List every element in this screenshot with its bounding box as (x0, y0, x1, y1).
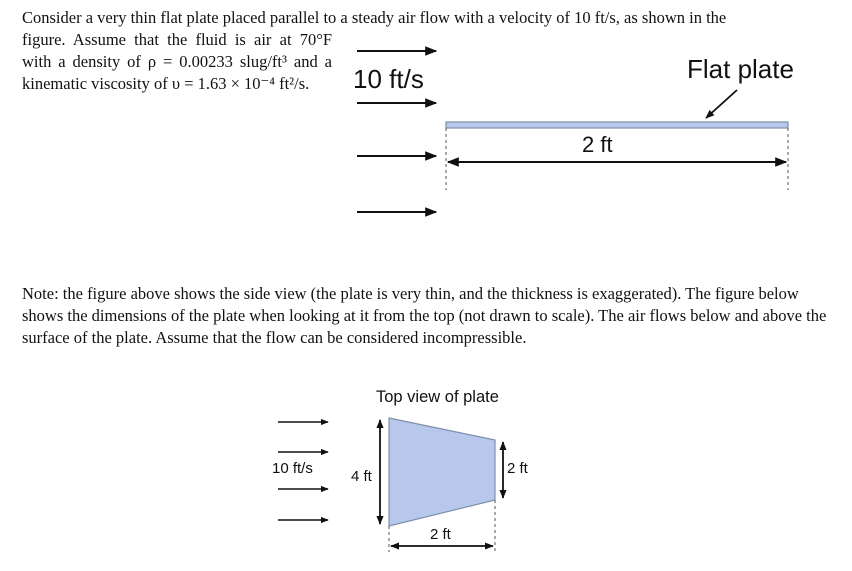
base-length-label: 2 ft (430, 526, 451, 543)
problem-intro-line1: Consider a very thin flat plate placed parallel to a steady air flow with a velocity of 10 ft/s, as shown in the (22, 8, 727, 27)
problem-note: Note: the figure above shows the side view (the plate is very thin, and the thickness is exaggerated). The figure below shows the dimensions of the plate when looking at it from the top (not drawn to scale). The air flows below and above the surface of the plate. Assume that the flow can be considered incompressible. (22, 284, 827, 347)
right-height-label: 2 ft (507, 460, 528, 477)
flat-plate-side (446, 122, 788, 128)
top-view-title: Top view of plate (376, 388, 499, 406)
top-velocity-label: 10 ft/s (272, 460, 313, 477)
plate-length-label: 2 ft (582, 132, 613, 157)
problem-intro-text: figure. Assume that the fluid is air at 70°F with a density of ρ = 0.00233 slug/ft³ and a kinematic viscosity of υ = 1.63 × 10⁻⁴ ft²/s. (22, 30, 332, 93)
plate-top-view-shape (389, 418, 495, 526)
side-velocity-label: 10 ft/s (353, 64, 424, 94)
plate-label-pointer (706, 90, 737, 118)
flat-plate-label: Flat plate (687, 54, 794, 84)
left-height-label: 4 ft (351, 468, 372, 485)
top-view-figure (278, 418, 503, 552)
